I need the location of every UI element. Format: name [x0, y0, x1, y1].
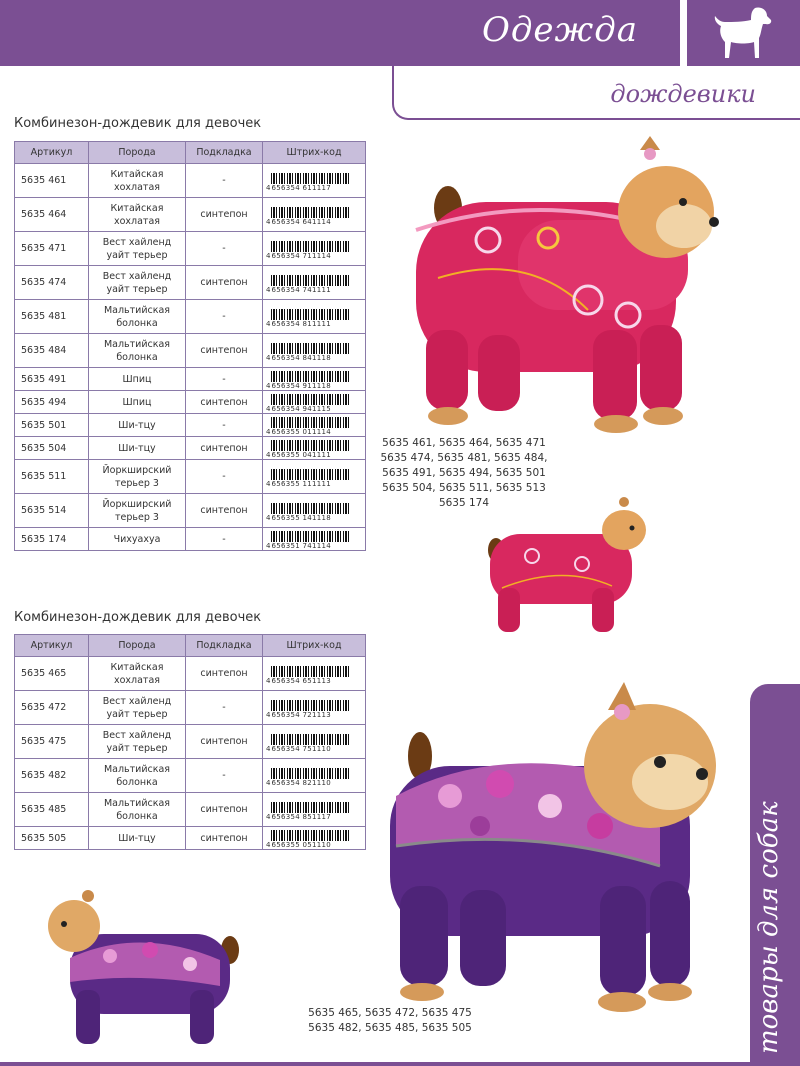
- article-cell: 5635 491: [15, 368, 89, 391]
- barcode-bars: [271, 666, 349, 677]
- barcode-digits: 656355 111111: [271, 479, 332, 488]
- product-photo-purple-dog-small: [40, 886, 250, 1056]
- table-row: [15, 391, 366, 414]
- article-cell: 5635 461: [15, 164, 89, 198]
- lining-cell: синтепон: [186, 793, 263, 827]
- barcode-bars: [271, 417, 349, 428]
- barcode: [266, 414, 362, 436]
- barcode-bars: [271, 531, 349, 542]
- barcode-first-digit: 4: [266, 405, 271, 413]
- header-bar: [0, 0, 680, 66]
- breed-cell: Вест хайленд уайт терьер: [89, 725, 186, 759]
- lining-cell: синтепон: [186, 334, 263, 368]
- barcode-first-digit: 4: [266, 778, 271, 787]
- barcode-cell: [263, 368, 366, 391]
- table-row: [15, 657, 366, 691]
- barcode-cell: [263, 300, 366, 334]
- page-subtitle: дождевики: [610, 80, 756, 108]
- product-photo-purple-dog: [360, 676, 730, 1036]
- barcode-cell: [263, 164, 366, 198]
- barcode-digits: 656354 851117: [271, 812, 332, 821]
- article-cell: 5635 485: [15, 793, 89, 827]
- barcode-digits: 656354 741111: [271, 285, 332, 294]
- breed-cell: Китайская хохлатая: [89, 198, 186, 232]
- table-row: [15, 759, 366, 793]
- barcode: [266, 765, 362, 787]
- breed-cell: Мальтийская болонка: [89, 759, 186, 793]
- article-cell: 5635 504: [15, 437, 89, 460]
- barcode-digits: 656351 741114: [271, 542, 332, 550]
- barcode-digits: 656354 721113: [271, 710, 332, 719]
- barcode: [266, 799, 362, 821]
- section1-heading: Комбинезон-дождевик для девочек: [14, 116, 262, 131]
- caption-line: 5635 465, 5635 472, 5635 475: [308, 1007, 472, 1019]
- barcode-digits: 656354 911118: [271, 382, 332, 390]
- table-row: [15, 460, 366, 494]
- table-row: [15, 198, 366, 232]
- page-title: Одежда: [482, 10, 639, 50]
- barcode-bars: [271, 802, 349, 813]
- barcode-digits: 656354 651113: [271, 676, 332, 685]
- header-article: Артикул: [15, 635, 89, 657]
- barcode-first-digit: 4: [266, 428, 271, 436]
- article-cell: 5635 472: [15, 691, 89, 725]
- lining-cell: синтепон: [186, 198, 263, 232]
- breed-cell: Китайская хохлатая: [89, 164, 186, 198]
- article-cell: 5635 482: [15, 759, 89, 793]
- barcode-cell: [263, 266, 366, 300]
- barcode-bars: [271, 700, 349, 711]
- barcode-cell: [263, 334, 366, 368]
- barcode: [266, 204, 362, 226]
- table-row: [15, 494, 366, 528]
- barcode-bars: [271, 440, 349, 451]
- barcode-digits: 656354 821110: [271, 778, 332, 787]
- caption-line: 5635 491, 5635 494, 5635 501: [382, 467, 546, 479]
- table-row: [15, 300, 366, 334]
- lining-cell: -: [186, 691, 263, 725]
- breed-cell: Мальтийская болонка: [89, 300, 186, 334]
- barcode-cell: [263, 414, 366, 437]
- section2-caption: [300, 1006, 480, 1036]
- lining-cell: синтепон: [186, 391, 263, 414]
- barcode-first-digit: 4: [266, 513, 271, 522]
- barcode: [266, 500, 362, 522]
- barcode-digits: 656354 611117: [271, 183, 332, 192]
- barcode-digits: 656354 641114: [271, 217, 332, 226]
- barcode: [266, 170, 362, 192]
- barcode: [266, 272, 362, 294]
- barcode-cell: [263, 793, 366, 827]
- barcode-first-digit: 4: [266, 542, 271, 550]
- barcode-bars: [271, 207, 349, 218]
- barcode: [266, 466, 362, 488]
- side-category-tab: [750, 684, 800, 1066]
- header-lining: Подкладка: [186, 635, 263, 657]
- lining-cell: синтепон: [186, 494, 263, 528]
- breed-cell: Ши-тцу: [89, 437, 186, 460]
- barcode: [266, 697, 362, 719]
- lining-cell: синтепон: [186, 827, 263, 850]
- barcode-first-digit: 4: [266, 479, 271, 488]
- article-cell: 5635 465: [15, 657, 89, 691]
- barcode-first-digit: 4: [266, 812, 271, 821]
- table-row: [15, 266, 366, 300]
- article-cell: 5635 501: [15, 414, 89, 437]
- article-cell: 5635 475: [15, 725, 89, 759]
- barcode-cell: [263, 759, 366, 793]
- barcode-cell: [263, 691, 366, 725]
- breed-cell: Йоркширский терьер 3: [89, 460, 186, 494]
- table-row: [15, 691, 366, 725]
- lining-cell: синтепон: [186, 266, 263, 300]
- lining-cell: -: [186, 759, 263, 793]
- barcode: [266, 437, 362, 459]
- subheader-frame: [392, 66, 800, 120]
- barcode-bars: [271, 830, 349, 841]
- barcode-bars: [271, 309, 349, 320]
- breed-cell: Ши-тцу: [89, 827, 186, 850]
- lining-cell: синтепон: [186, 725, 263, 759]
- barcode-digits: 656354 941115: [271, 405, 332, 413]
- dog-silhouette-icon: [711, 4, 773, 62]
- lining-cell: -: [186, 300, 263, 334]
- lining-cell: -: [186, 528, 263, 551]
- barcode-cell: [263, 725, 366, 759]
- barcode-first-digit: 4: [266, 251, 271, 260]
- caption-line: 5635 474, 5635 481, 5635 484,: [380, 452, 548, 464]
- product-photo-pink-dog: [378, 130, 738, 440]
- barcode: [266, 528, 362, 550]
- breed-cell: Шпиц: [89, 391, 186, 414]
- caption-line: 5635 482, 5635 485, 5635 505: [308, 1022, 472, 1034]
- caption-line: 5635 174: [438, 497, 490, 509]
- lining-cell: -: [186, 368, 263, 391]
- bottom-divider: [0, 1062, 750, 1066]
- article-cell: 5635 484: [15, 334, 89, 368]
- barcode-digits: 656354 811111: [271, 319, 332, 328]
- barcode-bars: [271, 394, 349, 405]
- breed-cell: Шпиц: [89, 368, 186, 391]
- barcode-first-digit: 4: [266, 353, 271, 362]
- barcode-cell: [263, 437, 366, 460]
- caption-line: 5635 461, 5635 464, 5635 471: [382, 437, 546, 449]
- lining-cell: -: [186, 164, 263, 198]
- breed-cell: Вест хайленд уайт терьер: [89, 266, 186, 300]
- barcode-first-digit: 4: [266, 285, 271, 294]
- table-row: [15, 368, 366, 391]
- barcode-cell: [263, 391, 366, 414]
- barcode: [266, 827, 362, 849]
- table-row: [15, 414, 366, 437]
- article-cell: 5635 174: [15, 528, 89, 551]
- header-barcode: Штрих-код: [263, 142, 366, 164]
- lining-cell: -: [186, 232, 263, 266]
- barcode-bars: [271, 503, 349, 514]
- header-breed: Порода: [89, 635, 186, 657]
- barcode: [266, 306, 362, 328]
- article-cell: 5635 514: [15, 494, 89, 528]
- lining-cell: -: [186, 460, 263, 494]
- barcode-first-digit: 4: [266, 451, 271, 459]
- barcode-cell: [263, 827, 366, 850]
- lining-cell: синтепон: [186, 437, 263, 460]
- lining-cell: -: [186, 414, 263, 437]
- table-row: [15, 232, 366, 266]
- barcode: [266, 368, 362, 390]
- barcode-first-digit: 4: [266, 183, 271, 192]
- barcode-first-digit: 4: [266, 217, 271, 226]
- lining-cell: синтепон: [186, 657, 263, 691]
- breed-cell: Китайская хохлатая: [89, 657, 186, 691]
- barcode-digits: 656355 011114: [271, 428, 332, 436]
- barcode: [266, 340, 362, 362]
- barcode-cell: [263, 232, 366, 266]
- breed-cell: Мальтийская болонка: [89, 793, 186, 827]
- barcode-bars: [271, 275, 349, 286]
- barcode: [266, 731, 362, 753]
- header-article: Артикул: [15, 142, 89, 164]
- header-breed: Порода: [89, 142, 186, 164]
- barcode-digits: 656354 751110: [271, 744, 332, 753]
- article-cell: 5635 511: [15, 460, 89, 494]
- barcode: [266, 238, 362, 260]
- breed-cell: Мальтийская болонка: [89, 334, 186, 368]
- table-row: [15, 334, 366, 368]
- breed-cell: Чихуахуа: [89, 528, 186, 551]
- barcode-first-digit: 4: [266, 319, 271, 328]
- breed-cell: Йоркширский терьер 3: [89, 494, 186, 528]
- table-row: [15, 827, 366, 850]
- product-photo-pink-dog-small: [482, 494, 662, 642]
- barcode-cell: [263, 494, 366, 528]
- barcode: [266, 391, 362, 413]
- barcode-digits: 656355 141118: [271, 513, 332, 522]
- article-cell: 5635 494: [15, 391, 89, 414]
- caption-line: 5635 504, 5635 511, 5635 513: [382, 482, 546, 494]
- article-cell: 5635 481: [15, 300, 89, 334]
- barcode-cell: [263, 460, 366, 494]
- table-row: [15, 793, 366, 827]
- barcode: [266, 663, 362, 685]
- barcode-digits: 656355 041111: [271, 451, 332, 459]
- section2-table: [14, 634, 366, 850]
- barcode-first-digit: 4: [266, 676, 271, 685]
- table-row: [15, 725, 366, 759]
- barcode-digits: 656354 841118: [271, 353, 332, 362]
- breed-cell: Вест хайленд уайт терьер: [89, 232, 186, 266]
- header-lining: Подкладка: [186, 142, 263, 164]
- barcode-bars: [271, 768, 349, 779]
- barcode-bars: [271, 241, 349, 252]
- barcode-first-digit: 4: [266, 382, 271, 390]
- table-row: [15, 164, 366, 198]
- article-cell: 5635 464: [15, 198, 89, 232]
- barcode-cell: [263, 528, 366, 551]
- barcode-digits: 656355 051110: [271, 841, 332, 849]
- barcode-first-digit: 4: [266, 710, 271, 719]
- table-row: [15, 437, 366, 460]
- barcode-bars: [271, 343, 349, 354]
- barcode-cell: [263, 198, 366, 232]
- header-barcode: Штрих-код: [263, 635, 366, 657]
- barcode-digits: 656354 711114: [271, 251, 332, 260]
- barcode-first-digit: 4: [266, 744, 271, 753]
- article-cell: 5635 471: [15, 232, 89, 266]
- logo-box: [687, 0, 800, 66]
- section1-table: [14, 141, 366, 551]
- barcode-cell: [263, 657, 366, 691]
- breed-cell: Ши-тцу: [89, 414, 186, 437]
- barcode-bars: [271, 469, 349, 480]
- barcode-bars: [271, 173, 349, 184]
- section2-heading: Комбинезон-дождевик для девочек: [14, 610, 262, 625]
- barcode-bars: [271, 734, 349, 745]
- side-tab-text: товары для собак: [754, 801, 784, 1054]
- barcode-bars: [271, 371, 349, 382]
- article-cell: 5635 505: [15, 827, 89, 850]
- breed-cell: Вест хайленд уайт терьер: [89, 691, 186, 725]
- barcode-first-digit: 4: [266, 841, 271, 849]
- article-cell: 5635 474: [15, 266, 89, 300]
- table-row: [15, 528, 366, 551]
